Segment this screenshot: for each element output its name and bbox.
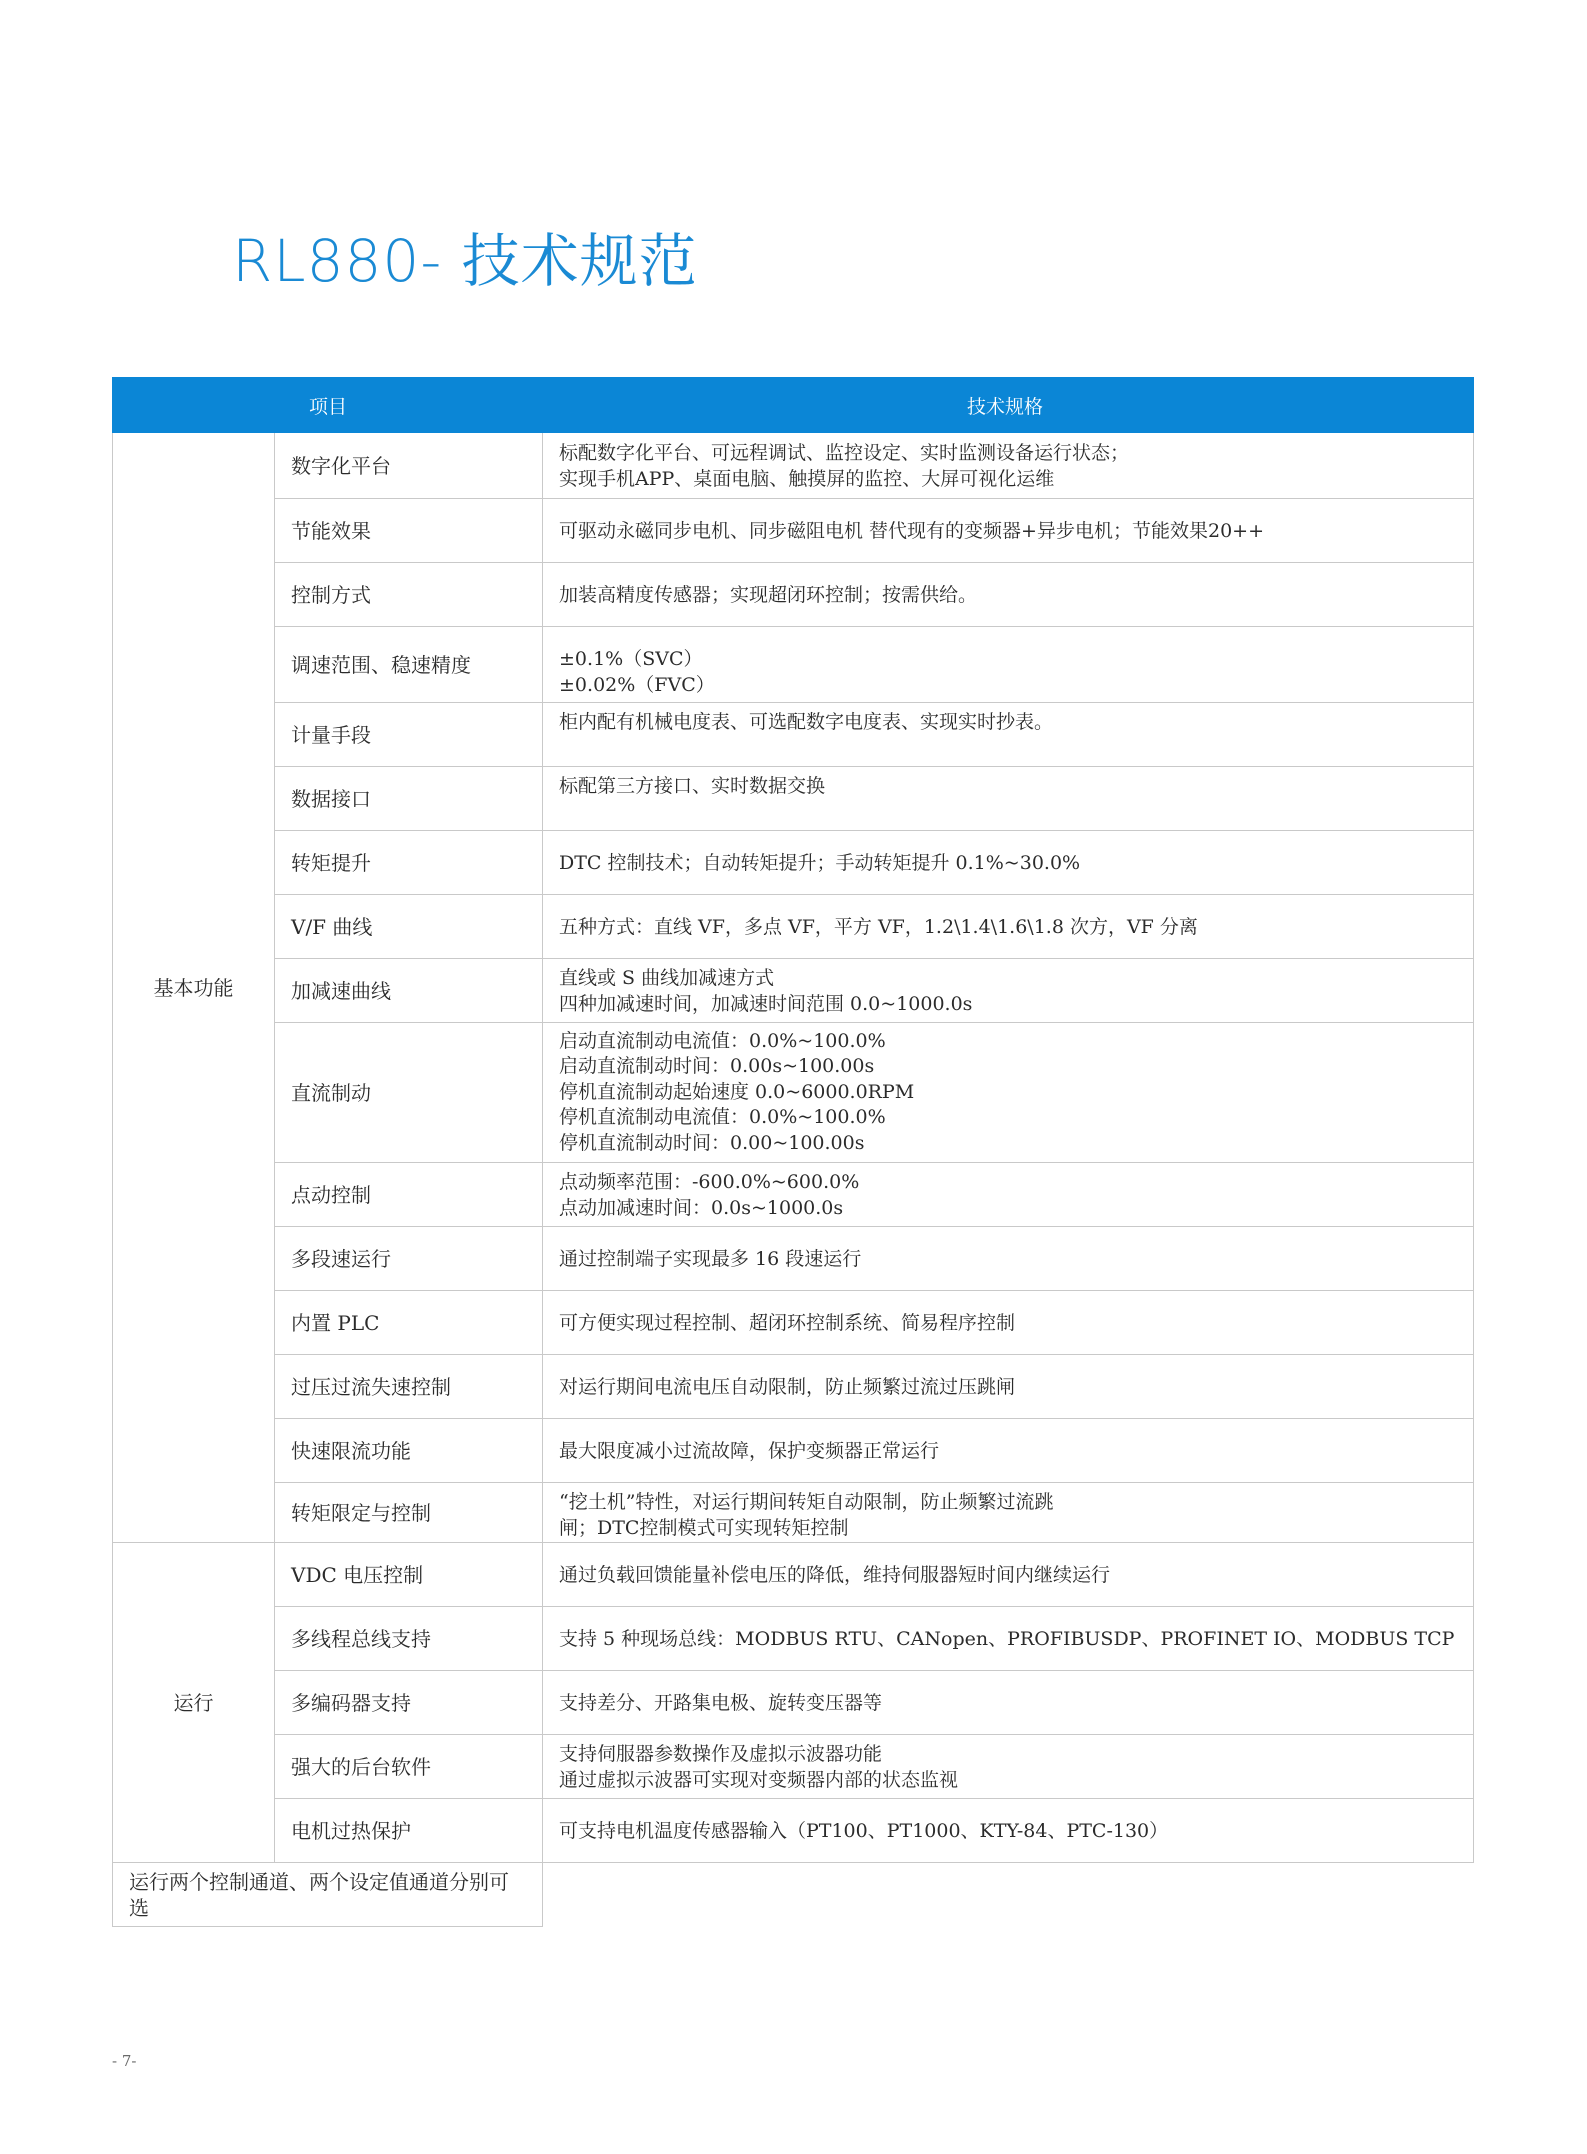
table-row xyxy=(113,895,1474,959)
row-spec xyxy=(543,1163,1474,1227)
spec-table xyxy=(112,377,1474,1927)
group-label-basic: 基本功能 xyxy=(113,433,275,1543)
row-name: 调速范围、稳速精度 xyxy=(275,627,543,703)
row-name: 节能效果 xyxy=(275,499,543,563)
spec-line: 加装高精度传感器；实现超闭环控制；按需供给。 xyxy=(559,583,978,606)
table-row xyxy=(113,1735,1474,1799)
row-name: 强大的后台软件 xyxy=(275,1735,543,1799)
table-row xyxy=(113,1671,1474,1735)
spec-line: 标配数字化平台、可远程调试、监控设定、实时监测设备运行状态； xyxy=(559,441,1130,464)
spec-line: 停机直流制动电流值：0.0%~100.0% xyxy=(559,1106,886,1129)
row-name: 内置 PLC xyxy=(275,1291,543,1355)
row-name: 多线程总线支持 xyxy=(275,1607,543,1671)
row-name: 转矩限定与控制 xyxy=(275,1483,543,1543)
table-row xyxy=(113,433,1474,499)
spec-line: 通过负载回馈能量补偿电压的降低，维持伺服器短时间内继续运行 xyxy=(559,1563,1111,1586)
row-spec xyxy=(543,1023,1474,1163)
row-name: 直流制动 xyxy=(275,1023,543,1163)
row-name: 电机过热保护 xyxy=(275,1799,543,1863)
row-name: 控制方式 xyxy=(275,563,543,627)
spec-line: 标配第三方接口、实时数据交换 xyxy=(559,775,826,797)
spec-line: 停机直流制动起始速度 0.0~6000.0RPM xyxy=(559,1080,915,1103)
row-name: 点动控制 xyxy=(275,1163,543,1227)
row-spec xyxy=(543,1671,1474,1735)
spec-line: 可方便实现过程控制、超闭环控制系统、简易程序控制 xyxy=(559,1311,1016,1334)
spec-line: 最大限度减小过流故障，保护变频器正常运行 xyxy=(559,1439,940,1462)
row-spec xyxy=(543,831,1474,895)
row-spec xyxy=(543,1799,1474,1863)
row-spec xyxy=(543,1355,1474,1419)
table-row xyxy=(113,627,1474,703)
table-row xyxy=(113,1483,1474,1543)
table-row xyxy=(113,767,1474,831)
spec-line: 四种加减速时间，加减速时间范围 0.0~1000.0s xyxy=(559,992,973,1015)
row-spec xyxy=(543,1483,1474,1543)
row-spec xyxy=(543,767,1474,831)
row-name: VDC 电压控制 xyxy=(275,1543,543,1607)
spec-line: 可驱动永磁同步电机、同步磁阻电机 替代现有的变频器+异步电机；节能效果20++ xyxy=(559,519,1264,542)
page-title: RL880- 技术规范 xyxy=(232,227,698,295)
table-row xyxy=(113,1799,1474,1863)
spec-line: ±0.1%（SVC） xyxy=(559,647,703,670)
row-name: 计量手段 xyxy=(275,703,543,767)
table-row xyxy=(113,563,1474,627)
row-spec xyxy=(543,1607,1474,1671)
table-row xyxy=(113,1227,1474,1291)
table-row xyxy=(113,831,1474,895)
group-label-run: 运行 xyxy=(113,1543,275,1863)
row-name: 过压过流失速控制 xyxy=(275,1355,543,1419)
row-name: 加减速曲线 xyxy=(275,959,543,1023)
row-spec xyxy=(543,1291,1474,1355)
row-name: V/F 曲线 xyxy=(275,895,543,959)
spec-line: 通过虚拟示波器可实现对变频器内部的状态监视 xyxy=(559,1768,959,1791)
table-row xyxy=(113,1023,1474,1163)
header-item: 项目 xyxy=(113,378,543,433)
full-row-note: 运行两个控制通道、两个设定值通道分别可选 xyxy=(113,1863,543,1927)
table-header-row xyxy=(113,378,1474,433)
spec-line: ±0.02%（FVC） xyxy=(559,673,715,696)
spec-line: 闸；DTC控制模式可实现转矩控制 xyxy=(559,1516,849,1539)
spec-line: DTC 控制技术；自动转矩提升；手动转矩提升 0.1%~30.0% xyxy=(559,851,1081,874)
spec-line: 五种方式：直线 VF，多点 VF，平方 VF，1.2\1.4\1.6\1.8 次方，VF 分离 xyxy=(559,915,1198,938)
row-name: 数据接口 xyxy=(275,767,543,831)
spec-line: 启动直流制动时间：0.00s~100.00s xyxy=(559,1055,875,1078)
table-row xyxy=(113,1419,1474,1483)
row-name: 快速限流功能 xyxy=(275,1419,543,1483)
spec-line: 柜内配有机械电度表、可选配数字电度表、实现实时抄表。 xyxy=(559,711,1054,733)
spec-line: 可支持电机温度传感器输入（PT100、PT1000、KTY-84、PTC-130） xyxy=(559,1819,1169,1842)
row-spec xyxy=(543,563,1474,627)
spec-line: 通过控制端子实现最多 16 段速运行 xyxy=(559,1247,862,1270)
row-spec xyxy=(543,1735,1474,1799)
spec-line: 点动频率范围：-600.0%~600.0% xyxy=(559,1170,860,1193)
row-spec xyxy=(543,499,1474,563)
spec-line: 实现手机APP、桌面电脑、触摸屏的监控、大屏可视化运维 xyxy=(559,467,1055,490)
row-spec xyxy=(543,895,1474,959)
spec-line: 直线或 S 曲线加减速方式 xyxy=(559,966,775,989)
table-row xyxy=(113,1863,1474,1927)
row-spec xyxy=(543,1543,1474,1607)
row-spec xyxy=(543,433,1474,499)
spec-line: 启动直流制动电流值：0.0%~100.0% xyxy=(559,1029,886,1052)
row-spec xyxy=(543,627,1474,703)
spec-line: 支持伺服器参数操作及虚拟示波器功能 xyxy=(559,1742,883,1765)
table-row xyxy=(113,959,1474,1023)
spec-line: 支持 5 种现场总线：MODBUS RTU、CANopen、PROFIBUSDP、PROFINET IO、MODBUS TCP xyxy=(559,1627,1455,1650)
spec-line: 支持差分、开路集电极、旋转变压器等 xyxy=(559,1691,883,1714)
spec-line: “挖土机”特性，对运行期间转矩自动限制，防止频繁过流跳 xyxy=(559,1490,1054,1513)
table-row xyxy=(113,499,1474,563)
spec-line: 对运行期间电流电压自动限制，防止频繁过流过压跳闸 xyxy=(559,1375,1016,1398)
row-name: 多段速运行 xyxy=(275,1227,543,1291)
table-row xyxy=(113,1355,1474,1419)
table-row xyxy=(113,1607,1474,1671)
header-spec: 技术规格 xyxy=(543,378,1474,433)
row-spec xyxy=(543,959,1474,1023)
table-row xyxy=(113,1543,1474,1607)
page-number: - 7- xyxy=(112,2052,137,2070)
row-name: 数字化平台 xyxy=(275,433,543,499)
table-row xyxy=(113,703,1474,767)
row-spec xyxy=(543,1419,1474,1483)
row-spec xyxy=(543,1227,1474,1291)
table-row xyxy=(113,1291,1474,1355)
spec-line: 点动加减速时间：0.0s~1000.0s xyxy=(559,1196,844,1219)
table-row xyxy=(113,1163,1474,1227)
row-name: 多编码器支持 xyxy=(275,1671,543,1735)
row-name: 转矩提升 xyxy=(275,831,543,895)
spec-line: 停机直流制动时间：0.00~100.00s xyxy=(559,1131,865,1154)
row-spec xyxy=(543,703,1474,767)
